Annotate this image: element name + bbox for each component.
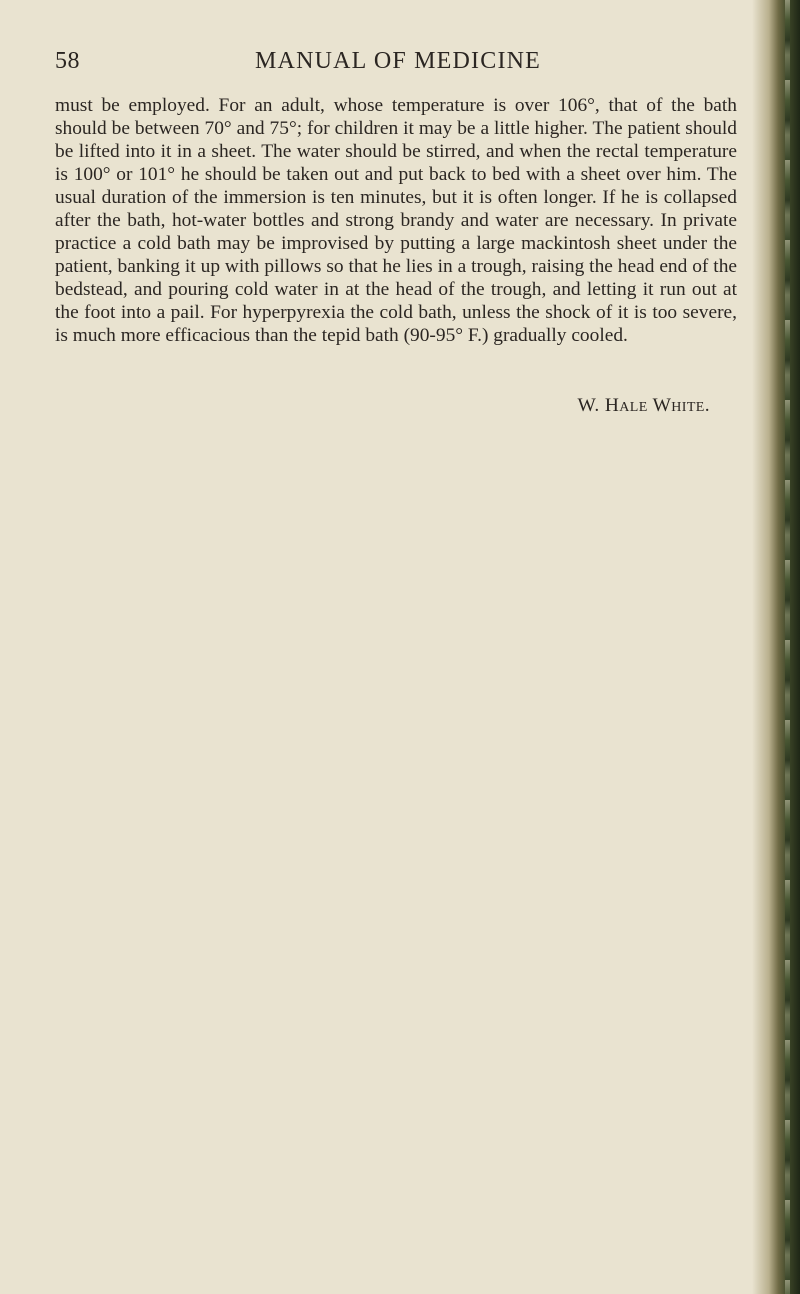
page-number: 58	[55, 48, 80, 74]
body-paragraph: must be employed. For an adult, whose temperature is over 106°, that of the bath should be between 70° and 75°; for children it may be a little higher. The patient should be lifted into it in a sheet. The water should be stirred, and when the rectal temperature is 100° or 101° he should be taken out and put back to bed with a sheet over him. The usual duration of the immersion is ten minutes, but it is often longer. If he is collapsed after the bath, hot-water bottles and strong brandy and water are necessary. In private practice a cold bath may be improvised by putting a large mackintosh sheet under the patient, banking it up with pillows so that he lies in a trough, raising the head end of the bedstead, and pouring cold water in at the head of the trough, and letting it run out at the foot into a pail. For hyperpyrexia the cold bath, unless the shock of it is too severe, is much more efficacious than the tepid bath (90-95° F.) gradually cooled.	[55, 95, 737, 346]
page-header	[55, 48, 745, 82]
page-edge-binding	[785, 0, 790, 1294]
running-head: MANUAL OF MEDICINE	[255, 48, 542, 74]
author-signature: W. Hale White.	[577, 395, 710, 416]
page-edge-shadow	[752, 0, 800, 1294]
